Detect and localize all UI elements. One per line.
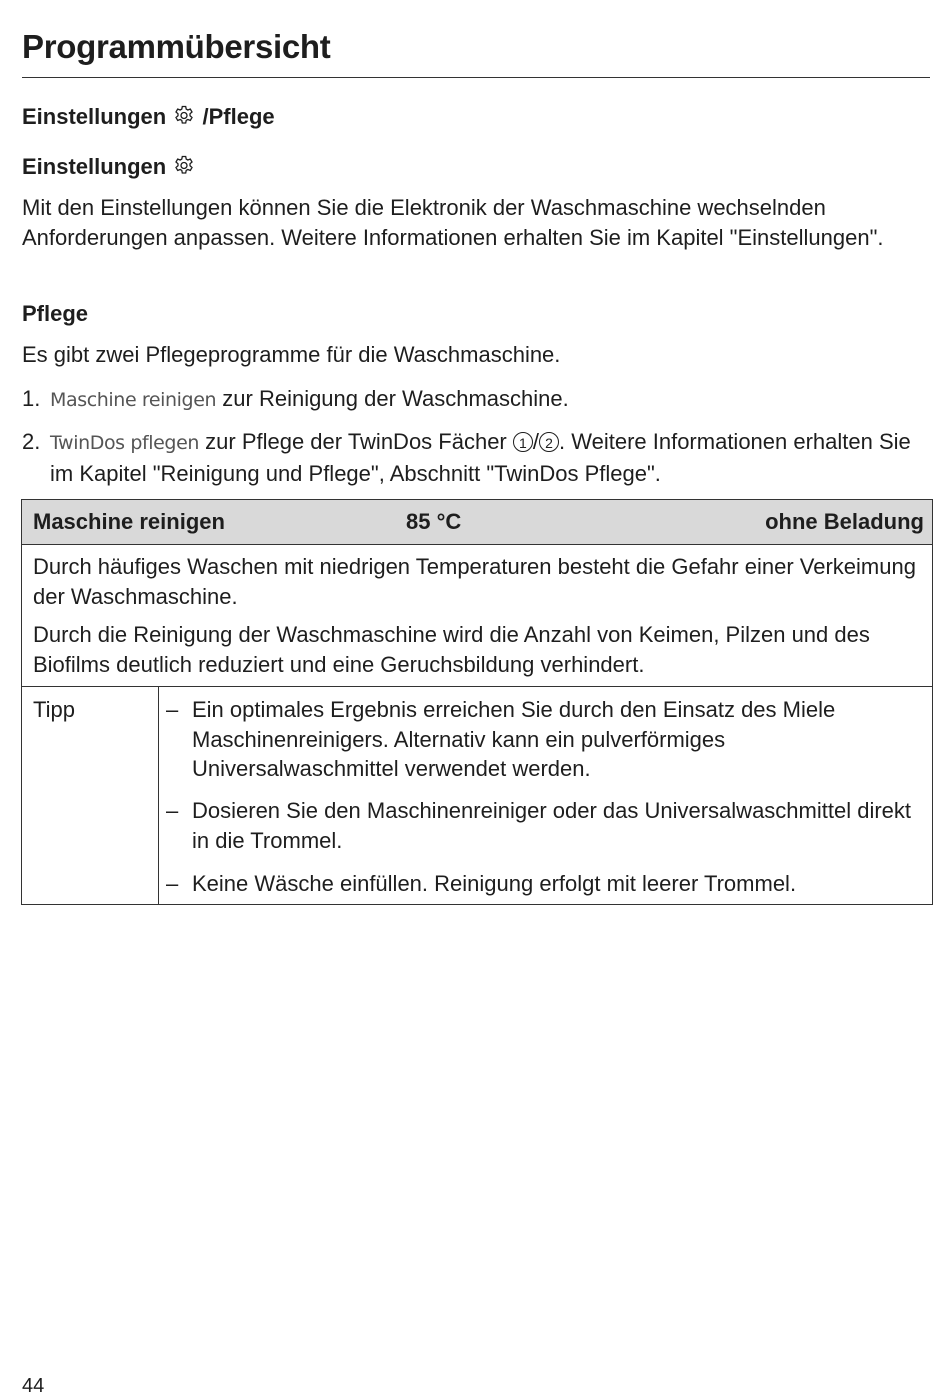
list-item — [22, 427, 932, 488]
care-intro: Es gibt zwei Pflegeprogramme für die Waschmaschine. — [22, 342, 561, 367]
compartment-1-icon: 1 — [513, 432, 533, 452]
settings-heading-label: Einstellungen — [22, 154, 167, 179]
gear-icon — [172, 154, 196, 178]
section-heading — [22, 104, 275, 130]
program-display-name: Maschine reinigen — [50, 389, 217, 411]
column-divider — [158, 687, 159, 905]
program-table-header — [22, 500, 932, 545]
list-number: 1. — [22, 386, 41, 411]
tip-item — [166, 796, 926, 855]
settings-description: Mit den Einstellungen können Sie die Elektronik der Waschmaschine wechselnden Anforderungen anpassen. Weitere Informationen erhalten Sie im Kapitel "Einstellungen". — [22, 195, 884, 250]
tip-text: Keine Wäsche einfüllen. Reinigung erfolgt mit leerer Trommel. — [192, 871, 797, 896]
list-text: zur Pflege der TwinDos Fächer — [199, 429, 513, 454]
tip-text: Dosieren Sie den Maschinenreiniger oder das Universalwaschmittel direkt in die Trommel. — [192, 798, 912, 853]
bullet-dash: – — [166, 871, 179, 896]
program-display-name: TwinDos pflegen — [50, 432, 200, 454]
list-number: 2. — [22, 429, 41, 454]
program-table — [21, 499, 933, 905]
tip-row — [22, 686, 932, 905]
settings-heading — [22, 154, 196, 180]
program-name: Maschine reinigen — [33, 509, 225, 534]
slash: / — [532, 429, 539, 454]
title-divider — [22, 77, 930, 78]
program-description-1: Durch häufiges Waschen mit niedrigen Temperaturen besteht die Gefahr einer Verkeimung der Waschmaschine. — [33, 554, 916, 609]
tip-text: Ein optimales Ergebnis erreichen Sie durch den Einsatz des Miele Maschinenreinigers. Alternativ kann ein pulverförmiges Universalwaschmittel verwendet werden. — [192, 697, 836, 781]
page-title: Programmübersicht — [22, 28, 331, 65]
gear-icon — [172, 104, 196, 128]
tip-item — [166, 695, 926, 784]
list-item — [22, 384, 932, 416]
section-heading-care: /Pflege — [202, 104, 275, 129]
program-description-2: Durch die Reinigung der Waschmaschine wird die Anzahl von Keimen, Pilzen und des Biofilms deutlich reduziert und eine Geruchsbildung verhindert. — [33, 622, 870, 677]
bullet-dash: – — [166, 697, 179, 722]
tip-label: Tipp — [33, 697, 75, 722]
care-heading: Pflege — [22, 301, 89, 326]
program-load: ohne Beladung — [765, 509, 924, 534]
program-temperature: 85 °C — [406, 509, 462, 534]
compartment-2-icon: 2 — [539, 432, 559, 452]
list-text-continued: . Weitere Informationen erhalten Sie im Kapitel "Reinigung und Pflege", Abschnitt "TwinDos Pflege". — [50, 429, 911, 486]
tip-item — [166, 869, 926, 899]
section-heading-settings: Einstellungen — [22, 104, 167, 129]
bullet-dash: – — [166, 798, 179, 823]
page-number: 44 — [22, 1375, 45, 1397]
list-text: zur Reinigung der Waschmaschine. — [216, 386, 569, 411]
